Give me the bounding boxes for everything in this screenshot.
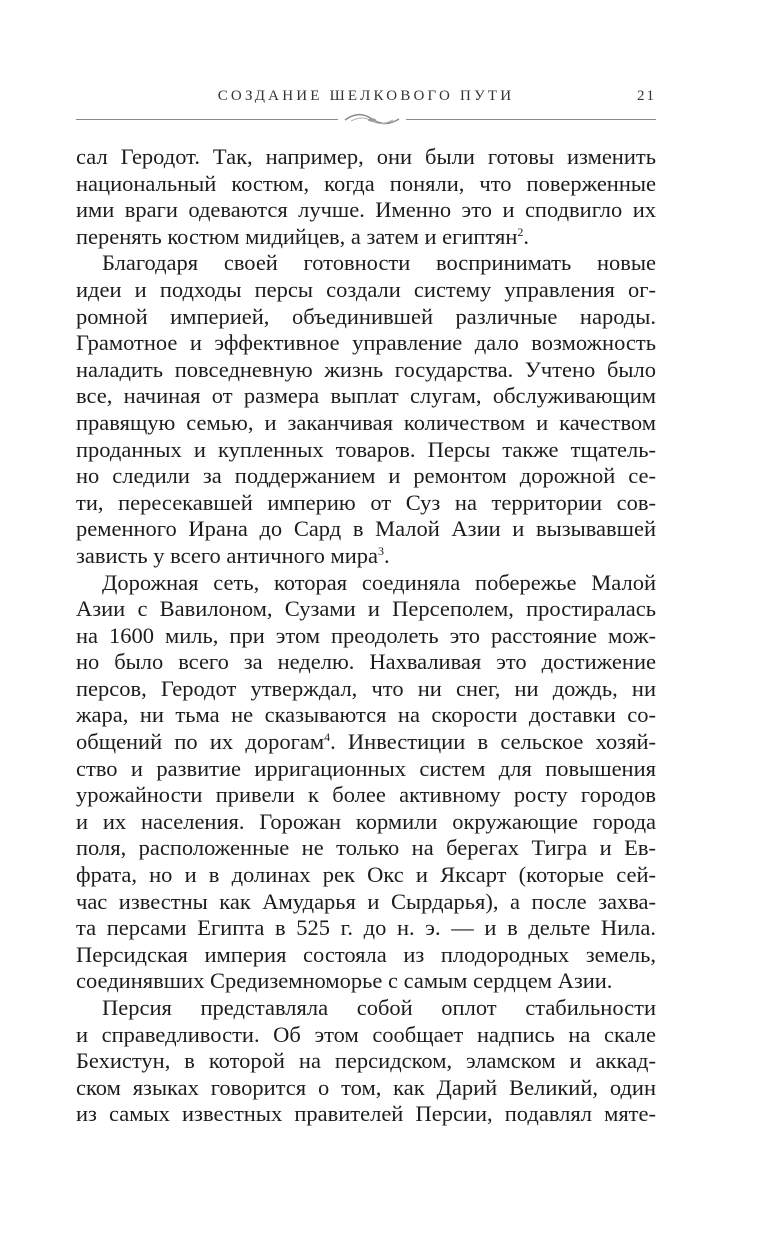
text-line: персов, Геродот утверждал, что ни снег, ни дождь, ни	[76, 675, 656, 701]
text-line: сал Геродот. Так, например, они были готовы изменить	[76, 144, 656, 169]
text-line: фрата, но и в долинах рек Окс и Яксарт (которые сей-	[76, 862, 656, 888]
text-line: ими враги одеваются лучше. Именно это и сподвигло их	[76, 197, 656, 223]
text-line: но было всего за неделю. Нахваливая это достижение	[76, 649, 656, 675]
text-line: общений по их дорогам$^4$. Инвестиции в сельское хозяй-	[76, 729, 656, 755]
text-line: Персия представляла собой оплот стабильности	[102, 995, 656, 1020]
text-line: Персидская империя состояла из плодородных земель,	[76, 941, 656, 967]
text-line: Дорожная сеть, которая соединяла побережье Малой	[102, 569, 656, 595]
text-line: зависть у всего античного мира$^3$.	[76, 542, 390, 568]
text-line: все, начиная от размера выплат слугам, обслуживающим	[76, 383, 656, 409]
running-head	[0, 88, 768, 128]
text-line: ском языках говорится о том, как Дарий Великий, один	[76, 1074, 656, 1100]
text-line: ромной империей, объединившей различные народы.	[76, 303, 656, 329]
text-line: соединявших Средиземноморье с самым сердцем Азии.	[76, 968, 613, 994]
text-line: но следили за поддержанием и ремонтом дорожной се-	[76, 463, 656, 489]
page-number: 21	[637, 88, 656, 104]
body-text	[76, 144, 656, 1128]
text-line: та персами Египта в 525 г. до н. э. — и в дельте Нила.	[76, 915, 656, 941]
text-line: и справедливости. Об этом сообщает надпись на скале	[76, 1021, 656, 1047]
text-line: Азии с Вавилоном, Сузами и Персеполем, простиралась	[76, 596, 656, 622]
footnote-ref: 3	[377, 543, 384, 558]
text-line: Бехистун, в которой на персидском, эламском и аккад-	[76, 1048, 656, 1074]
text-line: из самых известных правителей Персии, подавлял мяте-	[76, 1101, 656, 1127]
footnote-ref: 2	[517, 224, 524, 239]
ornament-flourish-icon	[341, 110, 403, 130]
text-line: перенять костюм мидийцев, а затем и египтян$^2$.	[76, 223, 529, 249]
text-line: правящую семью, и заканчивая количеством и качеством	[76, 409, 656, 435]
header-rule-right	[406, 119, 656, 120]
footnote-ref: 4	[324, 730, 331, 745]
text-line: наладить повседневную жизнь государства. Учтено было	[76, 356, 656, 382]
text-line: идеи и подходы персы создали систему управления ог-	[76, 276, 656, 302]
text-line: ременного Ирана до Сард в Малой Азии и вызывавшей	[76, 516, 656, 542]
text-line: проданных и купленных товаров. Персы также тщатель-	[76, 436, 656, 462]
text-line: жара, ни тьма не сказываются на скорости доставки со-	[76, 702, 656, 728]
text-line: Грамотное и эффективное управление дало возможность	[76, 330, 656, 356]
text-line: час известны как Амударья и Сырдарья), а после захва-	[76, 888, 656, 914]
running-title: СОЗДАНИЕ ШЕЛКОВОГО ПУТИ	[217, 88, 515, 104]
text-line: ти, пересекавшей империю от Суз на территории сов-	[76, 489, 656, 515]
header-rule-left	[76, 119, 338, 120]
text-line: урожайности привели к более активному росту городов	[76, 782, 656, 808]
text-line: поля, расположенные не только на берегах Тигра и Ев-	[76, 835, 656, 861]
text-line: и их населения. Горожан кормили окружающие города	[76, 808, 656, 834]
text-line: ство и развитие ирригационных систем для повышения	[76, 755, 656, 781]
text-line: Благодаря своей готовности воспринимать новые	[102, 250, 656, 276]
text-line: на 1600 миль, при этом преодолеть это расстояние мож-	[76, 622, 656, 648]
text-line: национальный костюм, когда поняли, что поверженные	[76, 170, 656, 196]
